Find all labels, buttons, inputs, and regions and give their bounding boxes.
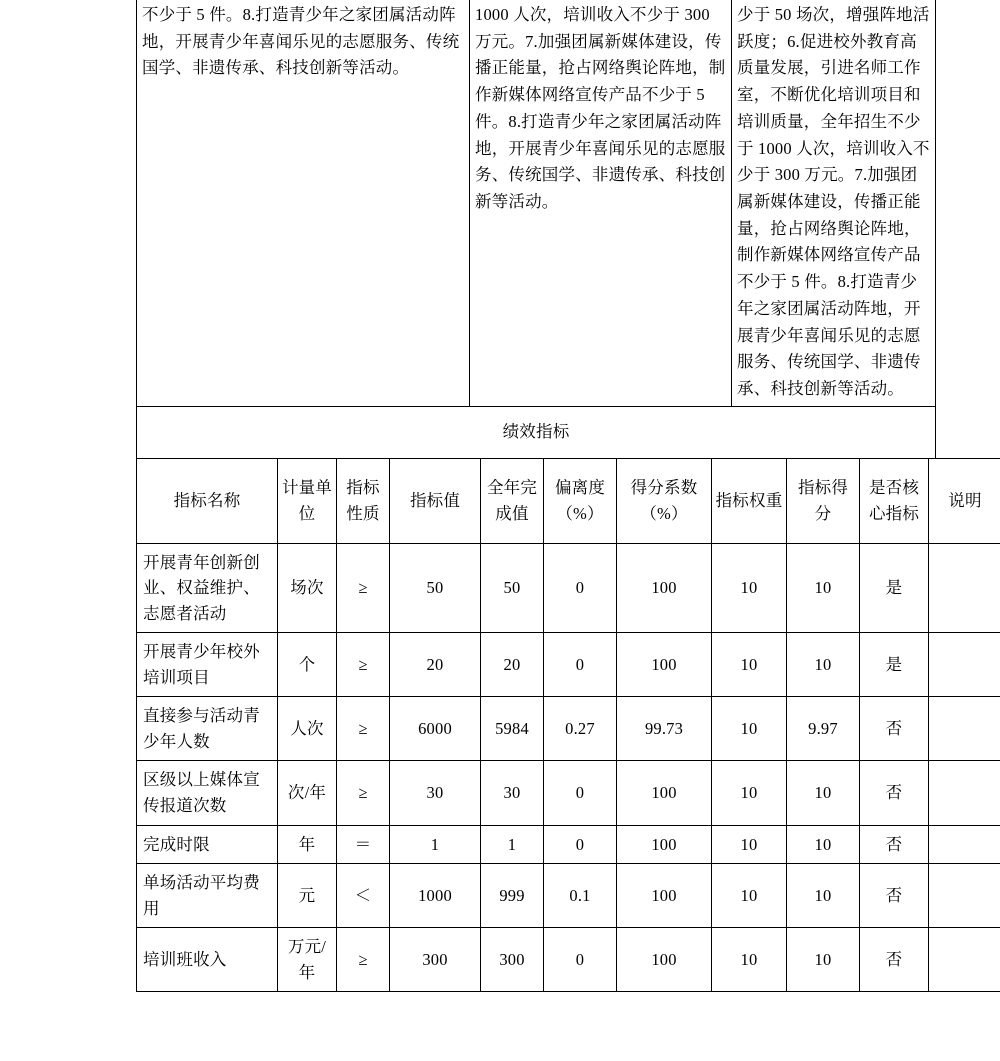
- cell-coefficient: 100: [617, 761, 712, 825]
- cell-actual: 20: [481, 633, 544, 697]
- cell-weight: 10: [712, 825, 787, 864]
- cell-actual: 999: [481, 864, 544, 928]
- column-header-score: 指标得分: [787, 458, 860, 543]
- cell-target: 1: [390, 825, 481, 864]
- cell-name: 单场活动平均费用: [137, 864, 278, 928]
- column-header-target: 指标值: [390, 458, 481, 543]
- cell-core: 是: [860, 633, 929, 697]
- cell-weight: 10: [712, 543, 787, 633]
- table-row: [137, 633, 1000, 697]
- cell-core: 否: [860, 825, 929, 864]
- indicator-table: [136, 458, 1000, 993]
- cell-note: [929, 864, 1000, 928]
- section-title-row: [137, 406, 936, 457]
- cell-deviation: 0: [544, 928, 617, 992]
- cell-core: 否: [860, 928, 929, 992]
- cell-name: 区级以上媒体宣传报道次数: [137, 761, 278, 825]
- cell-note: [929, 928, 1000, 992]
- column-header-core: 是否核心指标: [860, 458, 929, 543]
- cell-unit: 万元/年: [278, 928, 337, 992]
- cell-nature: ≥: [337, 761, 390, 825]
- cell-score: 10: [787, 928, 860, 992]
- cell-target: 300: [390, 928, 481, 992]
- cell-note: [929, 633, 1000, 697]
- column-header-nature: 指标性质: [337, 458, 390, 543]
- cell-weight: 10: [712, 864, 787, 928]
- cell-score: 10: [787, 825, 860, 864]
- cell-target: 20: [390, 633, 481, 697]
- cell-actual: 50: [481, 543, 544, 633]
- narrative-cell-3: 少于 50 场次，增强阵地活跃度；6.促进校外教育高质量发展，引进名师工作室，不断优化培训项目和培训质量，全年招生不少于 1000 人次，培训收入不少于 300 万元。7.加强团属新媒体建设，传播正能量，抢占网络舆论阵地，制作新媒体网络宣传产品不少于 5 件。8.打造青少年之家团属活动阵地，开展青少年喜闻乐见的志愿服务、传统国学、非遗传承、科技创新等活动。: [732, 0, 936, 406]
- cell-core: 否: [860, 697, 929, 761]
- cell-nature: ≥: [337, 633, 390, 697]
- cell-nature: ≥: [337, 697, 390, 761]
- narrative-cell-1: 不少于 5 件。8.打造青少年之家团属活动阵地，开展青少年喜闻乐见的志愿服务、传统国学、非遗传承、科技创新等活动。: [137, 0, 470, 406]
- cell-core: 否: [860, 761, 929, 825]
- section-title: 绩效指标: [137, 406, 936, 457]
- cell-unit: 个: [278, 633, 337, 697]
- cell-name: 完成时限: [137, 825, 278, 864]
- cell-coefficient: 100: [617, 864, 712, 928]
- cell-target: 1000: [390, 864, 481, 928]
- cell-deviation: 0: [544, 761, 617, 825]
- cell-deviation: 0: [544, 825, 617, 864]
- cell-deviation: 0.27: [544, 697, 617, 761]
- cell-target: 6000: [390, 697, 481, 761]
- cell-deviation: 0.1: [544, 864, 617, 928]
- indicator-header-row: [137, 458, 1000, 543]
- column-header-unit: 计量单位: [278, 458, 337, 543]
- cell-nature: ＝: [337, 825, 390, 864]
- cell-score: 10: [787, 864, 860, 928]
- table-row: [137, 825, 1000, 864]
- cell-deviation: 0: [544, 543, 617, 633]
- cell-actual: 5984: [481, 697, 544, 761]
- table-row: [137, 697, 1000, 761]
- cell-actual: 300: [481, 928, 544, 992]
- cell-coefficient: 100: [617, 633, 712, 697]
- column-header-coefficient: 得分系数（%）: [617, 458, 712, 543]
- table-row: [137, 761, 1000, 825]
- cell-note: [929, 543, 1000, 633]
- column-header-actual: 全年完成值: [481, 458, 544, 543]
- cell-nature: ＜: [337, 864, 390, 928]
- cell-score: 9.97: [787, 697, 860, 761]
- cell-note: [929, 761, 1000, 825]
- cell-nature: ≥: [337, 543, 390, 633]
- cell-score: 10: [787, 633, 860, 697]
- cell-coefficient: 100: [617, 543, 712, 633]
- column-header-deviation: 偏离度（%）: [544, 458, 617, 543]
- cell-core: 否: [860, 864, 929, 928]
- column-header-weight: 指标权重: [712, 458, 787, 543]
- cell-note: [929, 825, 1000, 864]
- cell-name: 开展青年创新创业、权益维护、志愿者活动: [137, 543, 278, 633]
- cell-target: 30: [390, 761, 481, 825]
- narrative-cell-2: 1000 人次，培训收入不少于 300 万元。7.加强团属新媒体建设，传播正能量，抢占网络舆论阵地，制作新媒体网络宣传产品不少于 5 件。8.打造青少年之家团属活动阵地，开展青少年喜闻乐见的志愿服务、传统国学、非遗传承、科技创新等活动。: [470, 0, 732, 406]
- narrative-table: [136, 0, 936, 458]
- cell-coefficient: 100: [617, 825, 712, 864]
- cell-score: 10: [787, 761, 860, 825]
- cell-target: 50: [390, 543, 481, 633]
- cell-coefficient: 99.73: [617, 697, 712, 761]
- cell-unit: 次/年: [278, 761, 337, 825]
- cell-name: 开展青少年校外培训项目: [137, 633, 278, 697]
- cell-unit: 元: [278, 864, 337, 928]
- cell-weight: 10: [712, 697, 787, 761]
- document-sheet: [136, 0, 982, 992]
- cell-name: 直接参与活动青少年人数: [137, 697, 278, 761]
- cell-core: 是: [860, 543, 929, 633]
- table-row: [137, 543, 1000, 633]
- cell-score: 10: [787, 543, 860, 633]
- cell-unit: 年: [278, 825, 337, 864]
- cell-actual: 30: [481, 761, 544, 825]
- cell-weight: 10: [712, 633, 787, 697]
- cell-deviation: 0: [544, 633, 617, 697]
- cell-unit: 场次: [278, 543, 337, 633]
- cell-unit: 人次: [278, 697, 337, 761]
- cell-nature: ≥: [337, 928, 390, 992]
- cell-coefficient: 100: [617, 928, 712, 992]
- cell-actual: 1: [481, 825, 544, 864]
- table-row: [137, 864, 1000, 928]
- table-row: [137, 928, 1000, 992]
- column-header-name: 指标名称: [137, 458, 278, 543]
- cell-weight: 10: [712, 928, 787, 992]
- column-header-note: 说明: [929, 458, 1000, 543]
- cell-note: [929, 697, 1000, 761]
- cell-name: 培训班收入: [137, 928, 278, 992]
- cell-weight: 10: [712, 761, 787, 825]
- narrative-row: [137, 0, 936, 406]
